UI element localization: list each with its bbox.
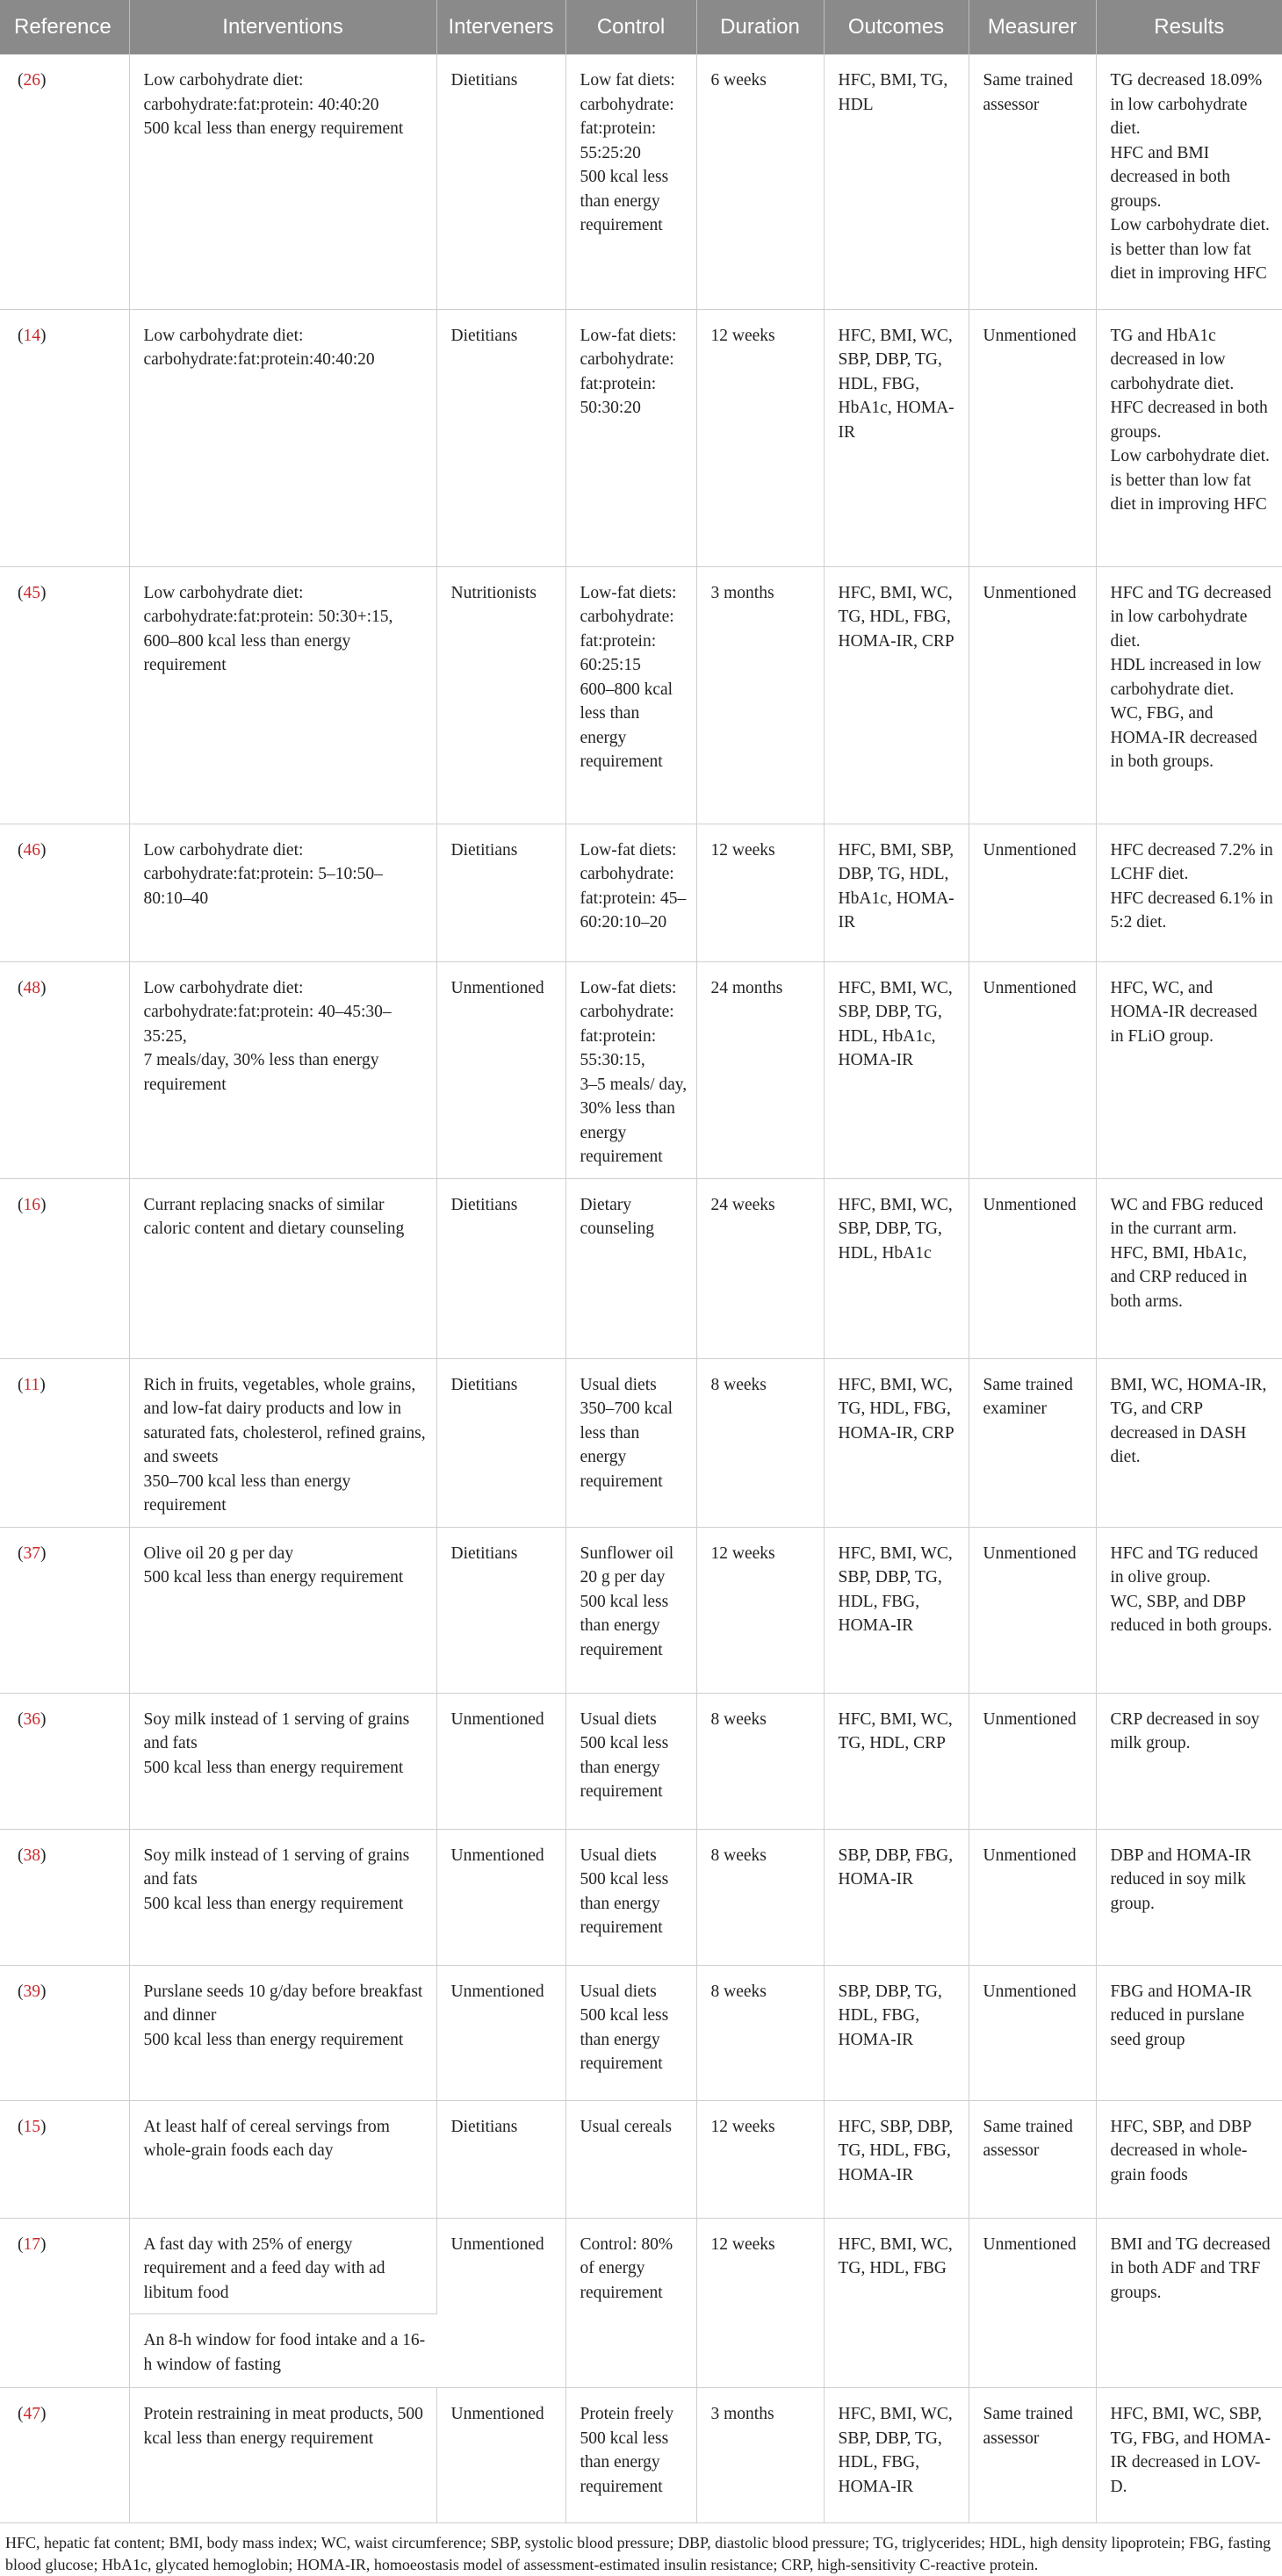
cell-measurer: Same trained assessor (969, 2100, 1096, 2218)
control-text: 350–700 kcal less than energy requirement (580, 1400, 673, 1491)
cell-outcomes: HFC, BMI, WC, TG, HDL, FBG, HOMA-IR, CRP (824, 566, 969, 824)
cell-duration: 12 weeks (696, 824, 824, 961)
cell-duration: 8 weeks (696, 1965, 824, 2100)
cell-interventions (129, 566, 436, 824)
intervention-text: 350–700 kcal less than energy requirement (143, 1471, 351, 1515)
control-text: Dietary counseling (580, 1195, 654, 1238)
ref-paren-open: ( (18, 1709, 24, 1729)
ref-paren-open: ( (18, 2117, 24, 2136)
cell-results (1096, 961, 1282, 1178)
intervention-text: At least half of cereal servings from whole-grain foods each day (143, 2117, 390, 2160)
cell-duration: 8 weeks (696, 1693, 824, 1829)
intervention-text: 500 kcal less than energy requirement (143, 1894, 404, 1913)
reference-link[interactable]: 36 (23, 1709, 40, 1729)
ref-paren-open: ( (18, 1982, 24, 2001)
ref-paren-open: ( (18, 978, 24, 997)
cell-reference (0, 1527, 129, 1693)
cell-interveners: Unmentioned (436, 2388, 565, 2523)
ref-paren-open: ( (18, 1375, 24, 1394)
cell-control (565, 1965, 696, 2100)
reference-link[interactable]: 14 (23, 326, 40, 345)
table-row (0, 1965, 1282, 2100)
cell-results (1096, 1965, 1282, 2100)
cell-control (565, 2388, 696, 2523)
cell-interveners: Dietitians (436, 1178, 565, 1358)
result-text: HFC and TG decreased in low carbohydrate diet. (1110, 583, 1271, 651)
reference-link[interactable]: 37 (23, 1543, 40, 1563)
result-text: TG and HbA1c decreased in low carbohydrate diet. (1110, 326, 1235, 393)
cell-duration: 24 weeks (696, 1178, 824, 1358)
control-text: Usual diets (580, 1709, 657, 1729)
ref-paren-close: ) (40, 326, 47, 345)
cell-interveners: Dietitians (436, 54, 565, 309)
intervention-text: Soy milk instead of 1 serving of grains and fats (143, 1709, 410, 1752)
table-row (0, 1693, 1282, 1829)
cell-reference (0, 566, 129, 824)
result-text: HFC decreased 6.1% in 5:2 diet. (1110, 889, 1273, 932)
cell-outcomes: HFC, BMI, TG, HDL (824, 54, 969, 309)
table-row (0, 824, 1282, 961)
cell-interventions (129, 1693, 436, 1829)
cell-reference (0, 1965, 129, 2100)
cell-measurer: Unmentioned (969, 1527, 1096, 1693)
intervention-text: A fast day with 25% of energy requirement and a feed day with ad libitum food (143, 2234, 385, 2302)
cell-reference (0, 961, 129, 1178)
cell-interventions (129, 309, 436, 566)
intervention-text: Low carbohydrate diet: carbohydrate:fat:protein: 40:40:20 (143, 71, 379, 114)
reference-link[interactable]: 11 (23, 1375, 40, 1394)
control-text: Usual diets (580, 1982, 657, 2001)
reference-link[interactable]: 16 (23, 1195, 40, 1214)
ref-paren-close: ) (40, 2234, 47, 2254)
ref-paren-close: ) (40, 1709, 47, 1729)
control-text: 500 kcal less than energy requirement (580, 1870, 669, 1937)
table-row (0, 1829, 1282, 1965)
intervention-text: An 8-h window for food intake and a 16-h window of fasting (143, 2331, 426, 2374)
ref-paren-close: ) (40, 2117, 47, 2136)
control-text: Low-fat diets: carbohydrate: fat:protein: 60:25:15 (580, 583, 677, 674)
ref-paren-close: ) (40, 1846, 47, 1865)
cell-measurer: Same trained assessor (969, 54, 1096, 309)
ref-paren-close: ) (40, 840, 47, 860)
cell-duration: 12 weeks (696, 309, 824, 566)
cell-results (1096, 1829, 1282, 1965)
result-text: BMI and TG decreased in both ADF and TRF groups. (1110, 2234, 1271, 2302)
ref-paren-open: ( (18, 1195, 24, 1214)
table-footnote: HFC, hepatic fat content; BMI, body mass index; WC, waist circumference; SBP, systolic blood pressure; DBP, diastolic blood pressure; TG, triglycerides; HDL, high density lipoprotein; FBG, fasting blood glucose; HbA1c, glycated hemoglobin; HOMA-IR, homoeostasis model of assessment-estimated insulin resistance; CRP, high-sensitivity C-reactive protein. (5, 2534, 1271, 2573)
control-text: 500 kcal less than energy requirement (580, 1734, 669, 1801)
cell-control (565, 1693, 696, 1829)
table-row (0, 1358, 1282, 1527)
cell-measurer: Same trained examiner (969, 1358, 1096, 1527)
result-text: HFC and TG reduced in olive group. (1110, 1543, 1258, 1587)
control-text: Usual diets (580, 1846, 657, 1865)
cell-duration: 6 weeks (696, 54, 824, 309)
reference-link[interactable]: 46 (23, 840, 40, 860)
result-text: WC, FBG, and HOMA-IR decreased in both groups. (1110, 704, 1257, 771)
ref-paren-open: ( (18, 2234, 24, 2254)
col-header-outcomes: Outcomes (824, 0, 969, 54)
result-text: HFC decreased in both groups. (1110, 399, 1268, 442)
cell-outcomes: HFC, SBP, DBP, TG, HDL, FBG, HOMA-IR (824, 2100, 969, 2218)
ref-paren-close: ) (40, 1195, 47, 1214)
ref-paren-close: ) (40, 978, 47, 997)
result-text: WC, SBP, and DBP reduced in both groups. (1110, 1592, 1272, 1635)
cell-duration: 3 months (696, 2388, 824, 2523)
reference-link[interactable]: 47 (23, 2405, 40, 2423)
cell-reference (0, 824, 129, 961)
cell-control (565, 54, 696, 309)
cell-interventions (129, 1829, 436, 1965)
cell-interveners: Nutritionists (436, 566, 565, 824)
result-text: BMI, WC, HOMA-IR, TG, and CRP decreased in DASH diet. (1110, 1375, 1267, 1466)
control-text: Low-fat diets: carbohydrate: fat:protein: 50:30:20 (580, 326, 677, 417)
cell-interveners: Unmentioned (436, 1829, 565, 1965)
cell-interventions (129, 1527, 436, 1693)
control-text: Usual cereals (580, 2117, 672, 2136)
cell-interventions (129, 1965, 436, 2100)
cell-results (1096, 2100, 1282, 2218)
header-row (0, 0, 1282, 54)
result-text: CRP decreased in soy milk group. (1110, 1709, 1260, 1752)
cell-interventions (129, 824, 436, 961)
cell-results (1096, 54, 1282, 309)
cell-reference (0, 309, 129, 566)
ref-paren-open: ( (18, 1846, 24, 1865)
cell-interventions (129, 2388, 436, 2523)
cell-control (565, 2218, 696, 2388)
cell-reference (0, 1358, 129, 1527)
ref-paren-close: ) (40, 2405, 47, 2423)
result-text: HFC, BMI, HbA1c, and CRP reduced in both arms. (1110, 1243, 1248, 1311)
cell-measurer: Unmentioned (969, 566, 1096, 824)
cell-reference (0, 1178, 129, 1358)
control-text: Sunflower oil 20 g per day (580, 1543, 674, 1587)
reference-link[interactable]: 15 (23, 2117, 40, 2136)
cell-interventions (129, 54, 436, 309)
intervention-text: Purslane seeds 10 g/day before breakfast and dinner (143, 1982, 423, 2025)
table-row (0, 2100, 1282, 2218)
cell-duration: 12 weeks (696, 2218, 824, 2388)
ref-paren-open: ( (18, 1543, 24, 1563)
result-text: HFC, WC, and HOMA-IR decreased in FLiO group. (1110, 978, 1257, 1046)
result-text: Low carbohydrate diet. is better than low fat diet in improving HFC (1110, 447, 1270, 514)
cell-outcomes: HFC, BMI, WC, TG, HDL, CRP (824, 1693, 969, 1829)
cell-results (1096, 566, 1282, 824)
table-row (0, 566, 1282, 824)
table-row (0, 54, 1282, 309)
reference-link[interactable]: 39 (23, 1982, 40, 2001)
cell-outcomes: SBP, DBP, TG, HDL, FBG, HOMA-IR (824, 1965, 969, 2100)
cell-results (1096, 1358, 1282, 1527)
cell-interveners: Dietitians (436, 1358, 565, 1527)
result-text: WC and FBG reduced in the currant arm. (1110, 1195, 1264, 1238)
table-row (0, 961, 1282, 1178)
cell-outcomes: HFC, BMI, WC, SBP, DBP, TG, HDL, FBG, HOMA-IR (824, 2388, 969, 2523)
cell-outcomes: HFC, BMI, WC, TG, HDL, FBG (824, 2218, 969, 2388)
cell-control (565, 1527, 696, 1693)
cell-reference (0, 2100, 129, 2218)
reference-link[interactable]: 38 (23, 1846, 40, 1865)
cell-interveners: Dietitians (436, 309, 565, 566)
reference-link[interactable]: 17 (23, 2234, 40, 2254)
col-header-measurer: Measurer (969, 0, 1096, 54)
col-header-interventions: Interventions (129, 0, 436, 54)
cell-reference (0, 1693, 129, 1829)
ref-paren-open: ( (18, 71, 24, 90)
cell-outcomes: HFC, BMI, WC, SBP, DBP, TG, HDL, FBG, HbA1c, HOMA-IR (824, 309, 969, 566)
result-text: Low carbohydrate diet. is better than low fat diet in improving HFC (1110, 216, 1270, 283)
table-row (0, 309, 1282, 566)
cell-measurer: Unmentioned (969, 1178, 1096, 1358)
control-text: 600–800 kcal less than energy requirement (580, 680, 673, 771)
cell-reference (0, 54, 129, 309)
table-row (0, 1527, 1282, 1693)
cell-measurer: Same trained assessor (969, 2388, 1096, 2523)
cell-measurer: Unmentioned (969, 1829, 1096, 1965)
cell-interveners: Dietitians (436, 1527, 565, 1693)
result-text: HFC, BMI, WC, SBP, TG, FBG, and HOMA-IR decreased in LOV-D. (1110, 2405, 1271, 2496)
cell-interventions (129, 2218, 436, 2314)
cell-measurer: Unmentioned (969, 2218, 1096, 2388)
cell-results (1096, 2218, 1282, 2388)
cell-results (1096, 2388, 1282, 2523)
intervention-text: 500 kcal less than energy requirement (143, 1758, 404, 1777)
cell-measurer: Unmentioned (969, 1693, 1096, 1829)
control-text: 500 kcal less than energy requirement (580, 2428, 669, 2496)
intervention-text: Low carbohydrate diet: carbohydrate:fat:protein: 50:30+:15, 600–800 kcal less than energy requirement (143, 583, 393, 674)
ref-paren-close: ) (40, 1375, 46, 1394)
intervention-text: 500 kcal less than energy requirement (143, 2030, 404, 2049)
cell-control (565, 1829, 696, 1965)
col-header-duration: Duration (696, 0, 824, 54)
cell-duration: 8 weeks (696, 1829, 824, 1965)
table-body (0, 54, 1282, 2523)
col-header-reference: Reference (0, 0, 129, 54)
ref-paren-close: ) (40, 1543, 47, 1563)
control-text: 500 kcal less than energy requirement (580, 1592, 669, 1659)
ref-paren-open: ( (18, 583, 24, 602)
ref-paren-open: ( (18, 840, 24, 860)
cell-reference (0, 1829, 129, 1965)
cell-interveners: Unmentioned (436, 2218, 565, 2388)
control-text: Control: 80% of energy requirement (580, 2234, 673, 2302)
intervention-text: Soy milk instead of 1 serving of grains and fats (143, 1846, 410, 1889)
cell-reference (0, 2218, 129, 2388)
cell-interventions (129, 2314, 436, 2388)
cell-duration: 3 months (696, 566, 824, 824)
cell-outcomes: HFC, BMI, WC, SBP, DBP, TG, HDL, HbA1c, HOMA-IR (824, 961, 969, 1178)
control-text: 500 kcal less than energy requirement (580, 2006, 669, 2073)
table-row (0, 2388, 1282, 2523)
reference-link[interactable]: 26 (23, 71, 40, 90)
table-row (0, 2218, 1282, 2314)
reference-link[interactable]: 45 (23, 583, 40, 602)
result-text: TG decreased 18.09% in low carbohydrate diet. (1110, 71, 1263, 138)
cell-results (1096, 1527, 1282, 1693)
intervention-text: Olive oil 20 g per day (143, 1543, 294, 1563)
table-row (0, 1178, 1282, 1358)
control-text: Low-fat diets: carbohydrate: fat:protein: 55:30:15, (580, 978, 677, 1069)
cell-interventions (129, 961, 436, 1178)
intervention-text: Low carbohydrate diet: carbohydrate:fat:protein:40:40:20 (143, 326, 375, 369)
intervention-text: Low carbohydrate diet: carbohydrate:fat:protein: 40–45:30–35:25, (143, 978, 392, 1046)
ref-paren-close: ) (40, 1982, 47, 2001)
cell-interveners: Dietitians (436, 824, 565, 961)
cell-control (565, 1358, 696, 1527)
cell-duration: 8 weeks (696, 1358, 824, 1527)
cell-control (565, 961, 696, 1178)
intervention-text: Protein restraining in meat products, 500 kcal less than energy requirement (143, 2405, 423, 2448)
intervention-text: Low carbohydrate diet: carbohydrate:fat:protein: 5–10:50–80:10–40 (143, 840, 383, 908)
cell-interveners: Unmentioned (436, 961, 565, 1178)
cell-outcomes: HFC, BMI, WC, SBP, DBP, TG, HDL, HbA1c (824, 1178, 969, 1358)
cell-duration: 24 months (696, 961, 824, 1178)
control-text: Low fat diets: carbohydrate: fat:protein: 55:25:20 (580, 71, 675, 162)
cell-interventions (129, 2100, 436, 2218)
cell-control (565, 2100, 696, 2218)
ref-paren-open: ( (18, 2405, 24, 2423)
cell-interveners: Unmentioned (436, 1965, 565, 2100)
control-text: Protein freely (580, 2405, 674, 2423)
result-text: HFC decreased 7.2% in LCHF diet. (1110, 840, 1273, 883)
cell-interveners: Dietitians (436, 2100, 565, 2218)
cell-outcomes: HFC, BMI, SBP, DBP, TG, HDL, HbA1c, HOMA-IR (824, 824, 969, 961)
ref-paren-close: ) (40, 583, 47, 602)
result-text: HFC, SBP, and DBP decreased in whole-grain foods (1110, 2117, 1251, 2184)
cell-interventions (129, 1178, 436, 1358)
col-header-control: Control (565, 0, 696, 54)
intervention-text: Rich in fruits, vegetables, whole grains, and low-fat dairy products and low in saturated fats, cholesterol, refined grains, and sweets (143, 1375, 426, 1466)
control-text: Low-fat diets: carbohydrate: fat:protein: 45–60:20:10–20 (580, 840, 687, 932)
cell-outcomes: SBP, DBP, FBG, HOMA-IR (824, 1829, 969, 1965)
control-text: 500 kcal less than energy requirement (580, 168, 669, 234)
cell-interveners: Unmentioned (436, 1693, 565, 1829)
reference-link[interactable]: 48 (23, 978, 40, 997)
cell-outcomes: HFC, BMI, WC, SBP, DBP, TG, HDL, FBG, HOMA-IR (824, 1527, 969, 1693)
intervention-text: 500 kcal less than energy requirement (143, 119, 404, 138)
ref-paren-close: ) (40, 71, 47, 90)
intervention-text: Currant replacing snacks of similar caloric content and dietary counseling (143, 1195, 405, 1238)
cell-results (1096, 824, 1282, 961)
cell-duration: 12 weeks (696, 2100, 824, 2218)
cell-measurer: Unmentioned (969, 309, 1096, 566)
result-text: FBG and HOMA-IR reduced in purslane seed group (1110, 1982, 1252, 2049)
cell-reference (0, 2388, 129, 2523)
cell-measurer: Unmentioned (969, 1965, 1096, 2100)
cell-outcomes: HFC, BMI, WC, TG, HDL, FBG, HOMA-IR, CRP (824, 1358, 969, 1527)
cell-interventions (129, 1358, 436, 1527)
cell-control (565, 566, 696, 824)
col-header-results: Results (1096, 0, 1282, 54)
result-text: HFC and BMI decreased in both groups. (1110, 143, 1230, 211)
intervention-text: 500 kcal less than energy requirement (143, 1568, 404, 1587)
control-text: 3–5 meals/ day, 30% less than energy requirement (580, 1075, 688, 1166)
col-header-interveners: Interveners (436, 0, 565, 54)
cell-results (1096, 309, 1282, 566)
ref-paren-open: ( (18, 326, 24, 345)
control-text: Usual diets (580, 1375, 657, 1394)
result-text: DBP and HOMA-IR reduced in soy milk group. (1110, 1846, 1252, 1913)
cell-measurer: Unmentioned (969, 961, 1096, 1178)
cell-control (565, 1178, 696, 1358)
result-text: HDL increased in low carbohydrate diet. (1110, 656, 1262, 699)
cell-results (1096, 1178, 1282, 1358)
cell-control (565, 824, 696, 961)
intervention-text: 7 meals/day, 30% less than energy requirement (143, 1051, 379, 1094)
cell-duration: 12 weeks (696, 1527, 824, 1693)
cell-results (1096, 1693, 1282, 1829)
cell-control (565, 309, 696, 566)
cell-measurer: Unmentioned (969, 824, 1096, 961)
